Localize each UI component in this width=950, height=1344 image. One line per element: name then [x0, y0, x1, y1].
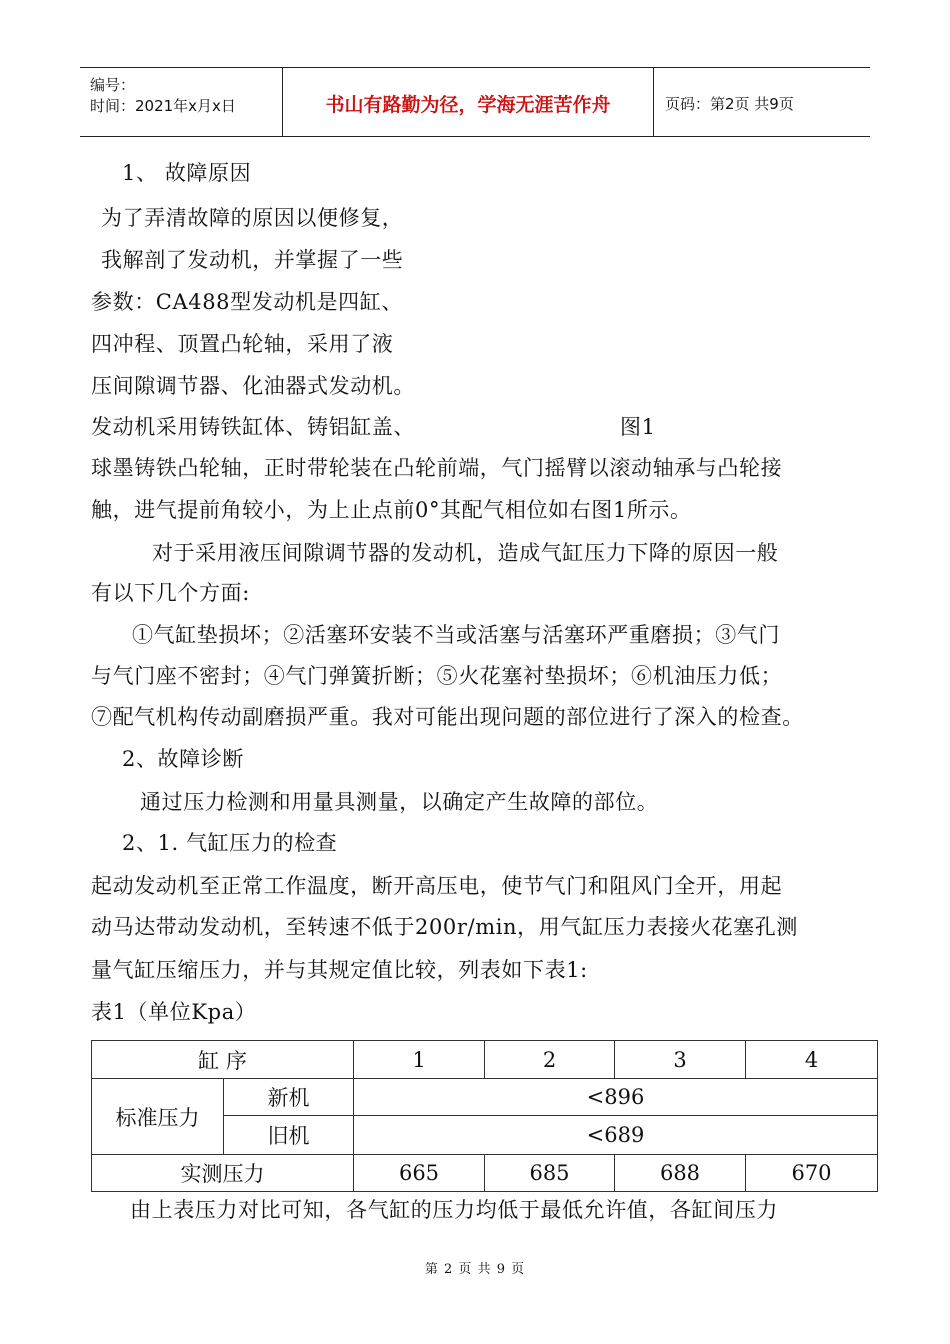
- section-heading-fault-cause: 1、 故障原因: [122, 161, 252, 185]
- table-value-new: <896: [586, 1085, 645, 1109]
- paragraph-line: 动马达带动发动机，至转速不低于200r/min，用气缸压力表接火花塞孔测: [91, 915, 798, 939]
- table-header-cell: 1: [412, 1047, 426, 1072]
- document-number-label: 编号：: [90, 76, 136, 94]
- figure-label: 图1: [620, 415, 656, 439]
- paragraph-line: 有以下几个方面:: [91, 581, 250, 605]
- header-motto: 书山有路勤为径，学海无涯苦作舟: [325, 94, 611, 116]
- table-label-standard: 标准压力: [115, 1105, 200, 1130]
- paragraph-line: 为了弄清故障的原因以便修复，: [101, 206, 404, 230]
- table-header-cell: 4: [804, 1047, 819, 1072]
- paragraph-line: 量气缸压缩压力，并与其规定值比较，列表如下表1:: [91, 958, 588, 982]
- page-footer: 第 2 页 共 9 页: [424, 1262, 526, 1277]
- table-cell: 685: [529, 1161, 570, 1185]
- table-header-cell: 2: [542, 1047, 557, 1072]
- document-date-label: 时间：2021年x月x日: [90, 97, 236, 115]
- table-value-old: <689: [586, 1123, 645, 1147]
- section-heading-cylinder-pressure: 2、1. 气缸压力的检查: [122, 831, 338, 855]
- paragraph-line: 对于采用液压间隙调节器的发动机，造成气缸压力下降的原因一般: [152, 541, 779, 565]
- header-motto-cell: [283, 68, 654, 136]
- table-cell: 670: [791, 1161, 832, 1185]
- header-page-cell: [655, 68, 870, 136]
- table-caption: 表1（单位Kpa）: [91, 1000, 257, 1024]
- page-header: [80, 67, 870, 137]
- paragraph-line: 参数：CA488型发动机是四缸、: [91, 290, 403, 314]
- paragraph-line: 我解剖了发动机，并掌握了一些: [101, 248, 404, 272]
- header-page-info: 页码：第2页 共9页: [665, 95, 794, 113]
- paragraph-line: ⑦配气机构传动副磨损严重。我对可能出现问题的部位进行了深入的检查。: [91, 705, 804, 729]
- header-meta-cell: [80, 68, 283, 136]
- table-header-cell: 3: [673, 1047, 687, 1072]
- section-heading-diagnosis: 2、故障诊断: [122, 747, 244, 771]
- paragraph-line: 由上表压力对比可知，各气缸的压力均低于最低允许值，各缸间压力: [130, 1198, 778, 1222]
- paragraph-line: 与气门座不密封；④气门弹簧折断；⑤火花塞衬垫损坏；⑥机油压力低；: [91, 664, 783, 688]
- table-label-measured: 实测压力: [180, 1162, 265, 1186]
- table-cell: 688: [659, 1161, 701, 1185]
- paragraph-line: 起动发动机至正常工作温度，断开高压电，使节气门和阻风门全开，用起: [91, 874, 783, 898]
- paragraph-line: 压间隙调节器、化油器式发动机。: [91, 374, 415, 398]
- paragraph-line: 通过压力检测和用量具测量，以确定产生故障的部位。: [140, 790, 659, 814]
- table-label-new: 新机: [267, 1086, 310, 1110]
- paragraph-line: 发动机采用铸铁缸体、铸铝缸盖、: [91, 415, 415, 439]
- paragraph-line: 四冲程、顶置凸轮轴，采用了液: [91, 332, 394, 356]
- paragraph-line: 球墨铸铁凸轮轴，正时带轮装在凸轮前端，气门摇臂以滚动轴承与凸轮接: [91, 456, 783, 480]
- paragraph-line: 触，进气提前角较小，为上止点前0°其配气相位如右图1所示。: [91, 498, 692, 522]
- table-cell: 665: [398, 1161, 440, 1185]
- table-header-cylinder: 缸 序: [198, 1048, 247, 1073]
- table-label-old: 旧机: [267, 1124, 310, 1148]
- pressure-table: [91, 1040, 878, 1192]
- paragraph-line: ①气缸垫损坏；②活塞环安装不当或活塞与活塞环严重磨损；③气门: [132, 623, 780, 647]
